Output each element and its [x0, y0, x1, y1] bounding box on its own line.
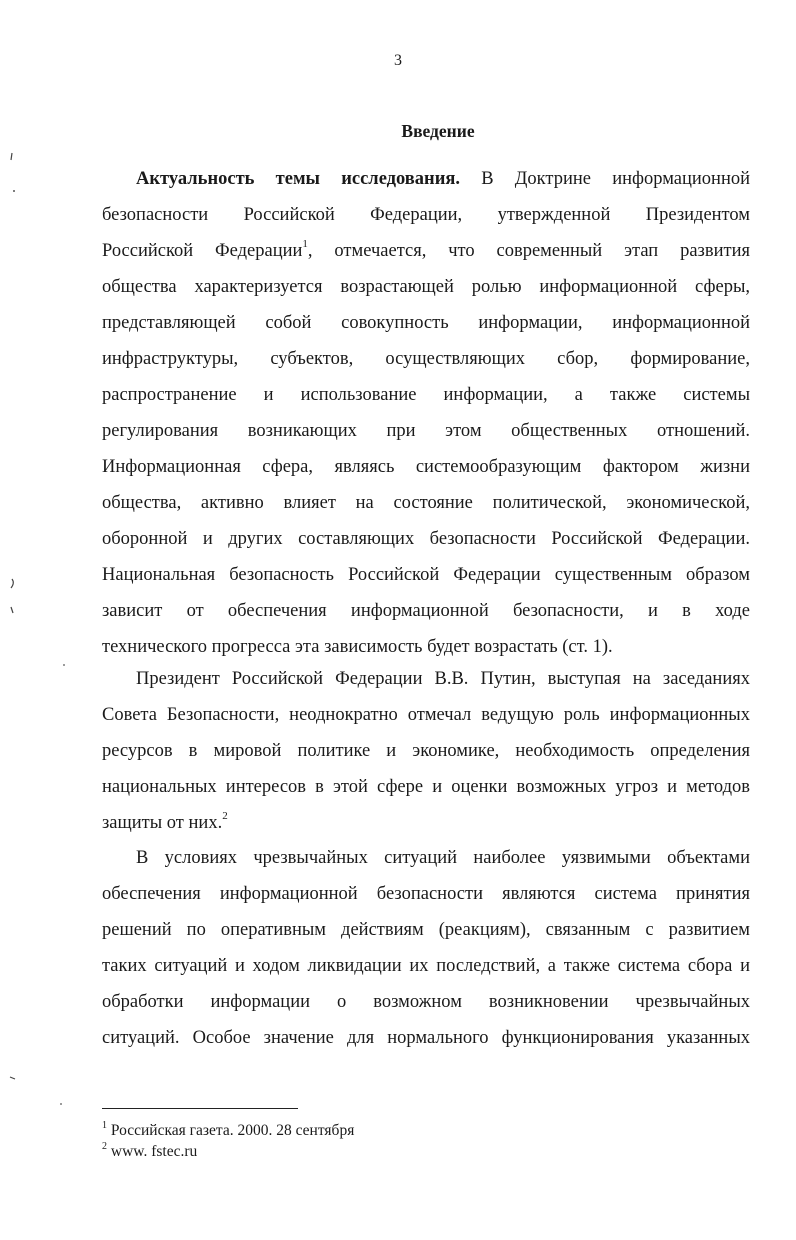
paragraph-1-line: регулирования возникающих при этом общественных отношений. [102, 421, 750, 441]
footnote-text: Российская газета. 2000. 28 сентября [110, 1122, 355, 1139]
scan-speck [11, 607, 13, 613]
paragraph-2-line [102, 805, 750, 841]
page-number: 3 [394, 52, 402, 69]
scan-speck [11, 153, 12, 160]
paragraph-1-line: зависит от обеспечения информационной безопасности, и в ходе [102, 601, 750, 621]
paragraph-1-line: технического прогресса эта зависимость будет возрастать (ст. 1). [102, 637, 613, 657]
paragraph-3-line: обеспечения информационной безопасности являются система принятия [102, 884, 750, 904]
scan-speck [63, 664, 65, 666]
paragraph-3-line: В условиях чрезвычайных ситуаций наиболее уязвимыми объектами [136, 848, 750, 868]
paragraph-2-line: Президент Российской Федерации В.В. Путин, выступая на заседаниях [136, 669, 750, 689]
paragraph-1 [102, 161, 750, 665]
paragraph-2-line: национальных интересов в этой сфере и оценки возможных угроз и методов [102, 777, 750, 797]
paragraph-1-line: общества, активно влияет на состояние политической, экономической, [102, 493, 750, 513]
paragraph-1-line: безопасности Российской Федерации, утвержденной Президентом [102, 205, 750, 225]
paragraph-1-line [102, 233, 750, 269]
paragraph-2-line: Совета Безопасности, неоднократно отмечал ведущую роль информационных [102, 705, 750, 725]
paragraph-3-line: ситуаций. Особое значение для нормального функционирования указанных [102, 1028, 750, 1048]
line-text: , отмечается, что современный этап развития [307, 241, 750, 261]
paragraph-3 [102, 840, 750, 1056]
scan-speck [10, 1077, 15, 1079]
paragraph-3-line: таких ситуаций и ходом ликвидации их последствий, а также система сбора и [102, 956, 750, 976]
paragraph-1-line: Национальная безопасность Российской Федерации существенным образом [102, 565, 750, 585]
footnote-2 [102, 1142, 197, 1162]
paragraph-1-line: оборонной и других составляющих безопасности Российской Федерации. [102, 529, 750, 549]
paragraph-1-line [102, 161, 750, 197]
paragraph-1-line: Информационная сфера, являясь системообразующим фактором жизни [102, 457, 750, 477]
footnote-ref-2: 2 [222, 809, 228, 822]
footnote-mark: 1 [102, 1119, 107, 1131]
paragraph-1-line: представляющей собой совокупность информации, информационной [102, 313, 750, 333]
scan-speck [60, 1103, 62, 1105]
page-title: Введение [401, 121, 475, 141]
footnote-separator [102, 1108, 298, 1109]
paragraph-3-line: решений по оперативным действиям (реакциям), связанным с развитием [102, 920, 750, 940]
footnote-text: www. fstec.ru [110, 1143, 198, 1160]
paragraph-1-line: инфраструктуры, субъектов, осуществляющих сбор, формирование, [102, 349, 750, 369]
scan-speck [11, 579, 13, 588]
paragraph-1-line: распространение и использование информации, а также системы [102, 385, 750, 405]
footnote-mark: 2 [102, 1140, 107, 1152]
paragraph-3-line: обработки информации о возможном возникновении чрезвычайных [102, 992, 750, 1012]
footnote-1 [102, 1121, 354, 1141]
scan-speck [13, 190, 15, 192]
lead-text: В Доктрине информационной [460, 169, 751, 189]
footnote-ref-1: 1 [302, 237, 308, 250]
line-text: Российской Федерации [102, 241, 303, 261]
paragraph-2 [102, 661, 750, 841]
paragraph-2-line: ресурсов в мировой политике и экономике, необходимость определения [102, 741, 750, 761]
line-text: защиты от них. [102, 813, 223, 833]
lead-heading: Актуальность темы исследования. [136, 169, 460, 189]
paragraph-1-line: общества характеризуется возрастающей ролью информационной сферы, [102, 277, 750, 297]
